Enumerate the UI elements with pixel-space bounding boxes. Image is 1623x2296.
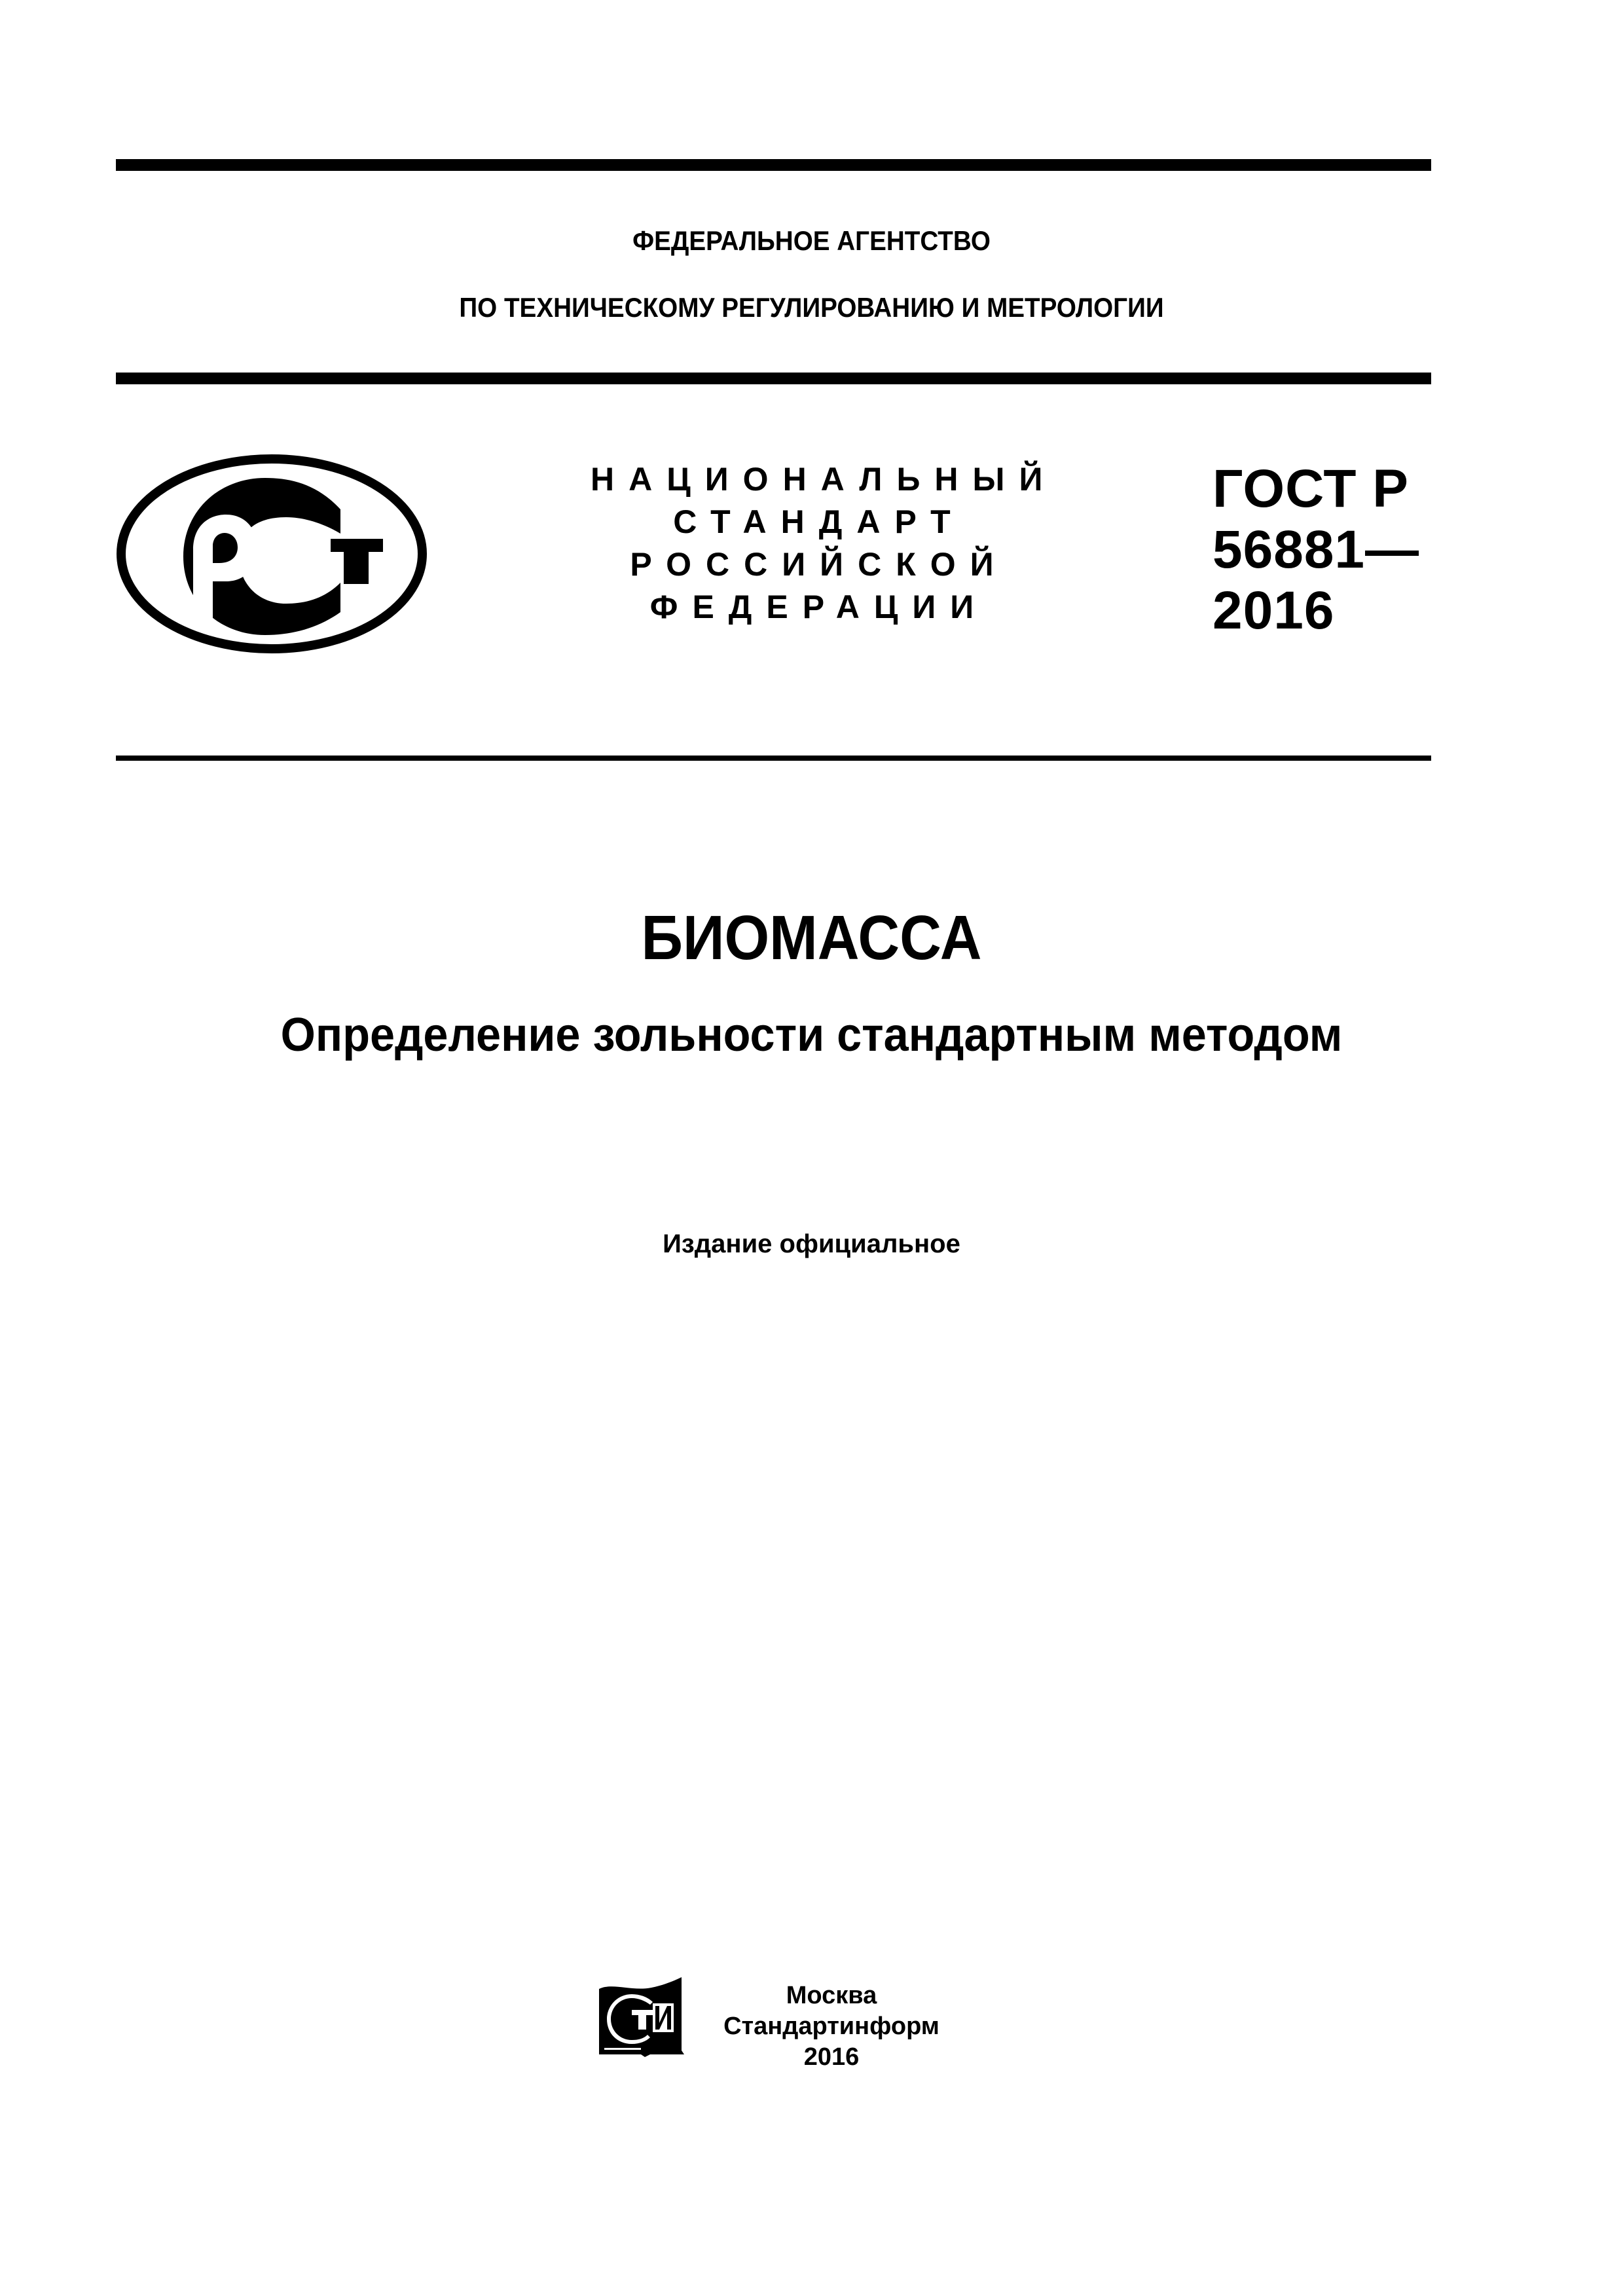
national-standard-label bbox=[576, 458, 1057, 629]
national-standard-line-2: СТАНДАРТ bbox=[673, 503, 965, 540]
publisher-city: Москва bbox=[786, 1982, 877, 2009]
gost-designation-line-1: ГОСТ Р bbox=[1213, 459, 1409, 519]
agency-name-line-1: ФЕДЕРАЛЬНОЕ АГЕНТСТВО bbox=[632, 225, 991, 256]
edition-note: Издание официальное bbox=[663, 1230, 960, 1258]
rst-certification-mark-icon bbox=[115, 452, 429, 656]
document-title: БИОМАССА bbox=[641, 903, 982, 973]
gost-designation bbox=[1213, 458, 1419, 641]
document-subtitle: Определение зольности стандартным методом bbox=[280, 1009, 1343, 1061]
top-rule bbox=[116, 159, 1431, 171]
gost-designation-line-3: 2016 bbox=[1213, 581, 1335, 640]
national-standard-line-1: НАЦИОНАЛЬНЫЙ bbox=[591, 461, 1057, 498]
publisher-name: Стандартинформ bbox=[723, 2013, 939, 2040]
header-bottom-rule bbox=[116, 373, 1431, 384]
agency-name-line-2: ПО ТЕХНИЧЕСКОМУ РЕГУЛИРОВАНИЮ И МЕТРОЛОГИИ bbox=[459, 292, 1164, 323]
standartinform-logo-icon bbox=[599, 1977, 684, 2057]
title-separator-rule bbox=[116, 756, 1431, 761]
national-standard-line-4: ФЕДЕРАЦИИ bbox=[649, 589, 989, 625]
gost-designation-line-2: 56881— bbox=[1213, 520, 1420, 579]
publication-year: 2016 bbox=[803, 2043, 860, 2071]
publisher-imprint bbox=[714, 1980, 949, 2073]
national-standard-line-3: РОССИЙСКОЙ bbox=[630, 546, 1008, 583]
